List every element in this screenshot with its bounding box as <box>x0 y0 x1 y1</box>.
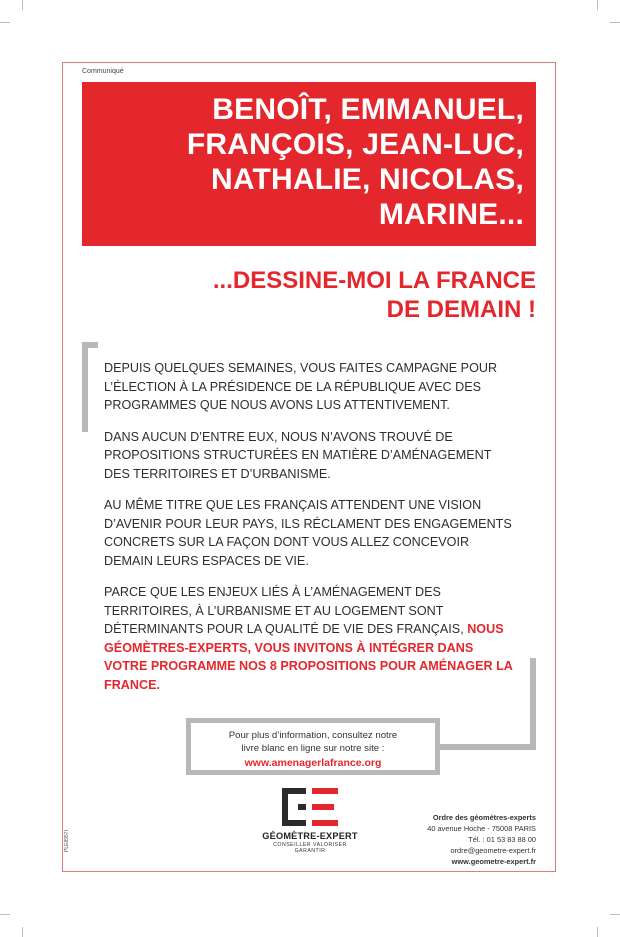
subtitle-line: ...DESSINE-MOI LA FRANCE <box>212 267 536 294</box>
paragraph: DANS AUCUN D’ENTRE EUX, NOUS N’AVONS TROUVÉ DE PROPOSITIONS STRUCTURÉES EN MATIÈRE D’AMÉNAGEMENT DES TERRITOIRES ET D’URBANISME. <box>104 429 492 481</box>
highlight-text: NOUS GÉOMÈTRES-EXPERTS, VOUS INVITONS À INTÉGRER DANS VOTRE PROGRAMME NOS 8 PROPOSITIONS POUR AMÉNAGER LA FRANCE. <box>104 622 513 692</box>
crop-mark <box>597 0 598 10</box>
info-line: Pour plus d’information, consultez notre <box>228 730 398 741</box>
logo-name: GÉOMÈTRE-EXPERT <box>262 831 358 841</box>
subtitle <box>213 266 536 324</box>
crop-mark <box>0 22 10 23</box>
ge-logo-icon <box>280 786 340 828</box>
contact-address: 40 avenue Hoche - 75008 PARIS <box>427 824 536 833</box>
paragraph-text: PARCE QUE LES ENJEUX LIÉS À L’AMÉNAGEMENT DES TERRITOIRES, À L’URBANISME ET AU LOGEMENT SONT DÉTERMINANTS POUR LA QUALITÉ DE VIE DES FRANÇAIS, <box>104 585 468 636</box>
crop-mark <box>610 22 620 23</box>
communique-label: Communiqué <box>82 68 124 75</box>
logo <box>260 786 360 854</box>
headline-banner <box>82 82 536 246</box>
body-text <box>104 359 514 707</box>
crop-mark <box>22 0 23 10</box>
crop-mark <box>597 927 598 937</box>
contact-org: Ordre des géomètres-experts <box>432 813 536 822</box>
paragraph <box>104 583 514 694</box>
crop-mark <box>0 914 10 915</box>
info-line: livre blanc en ligne sur notre site : <box>241 743 385 754</box>
crop-mark <box>22 927 23 937</box>
paragraph: DEPUIS QUELQUES SEMAINES, VOUS FAITES CAMPAGNE POUR L’ÉLECTION À LA PRÉSIDENCE DE LA RÉPUBLIQUE AVEC DES PROGRAMMES QUE NOUS AVONS LUS ATTENTIVEMENT. <box>104 361 498 412</box>
info-box <box>186 718 440 775</box>
headline <box>187 92 524 232</box>
crop-mark <box>610 914 620 915</box>
website-link[interactable]: www.amenagerlafrance.org <box>244 757 382 769</box>
paragraph: AU MÊME TITRE QUE LES FRANÇAIS ATTENDENT UNE VISION D’AVENIR POUR LEUR PAYS, ILS RÉCLAMENT DES ENGAGEMENTS CONCRETS SUR LA FAÇON DONT VOUS ALLEZ CONCEVOIR DEMAIN LEURS ESPACES DE VIE. <box>104 498 512 568</box>
headline-line: BENOÎT, EMMANUEL, <box>212 93 524 126</box>
contact-website[interactable]: www.geometre-expert.fr <box>451 857 536 866</box>
contact-email[interactable]: ordre@geometre-expert.fr <box>450 846 536 855</box>
headline-line: MARINE... <box>378 198 524 231</box>
logo-tagline: CONSEILLER VALORISER GARANTIR <box>273 842 347 854</box>
subtitle-line: DE DEMAIN ! <box>386 296 536 323</box>
headline-line: FRANÇOIS, JEAN-LUC, <box>186 128 524 161</box>
contact-phone: Tél. : 01 53 83 88 00 <box>468 835 536 844</box>
contact-block <box>427 812 536 867</box>
bracket-top-left <box>82 342 98 432</box>
headline-line: NATHALIE, NICOLAS, <box>210 163 524 196</box>
side-code: PLE8957t <box>64 830 70 852</box>
